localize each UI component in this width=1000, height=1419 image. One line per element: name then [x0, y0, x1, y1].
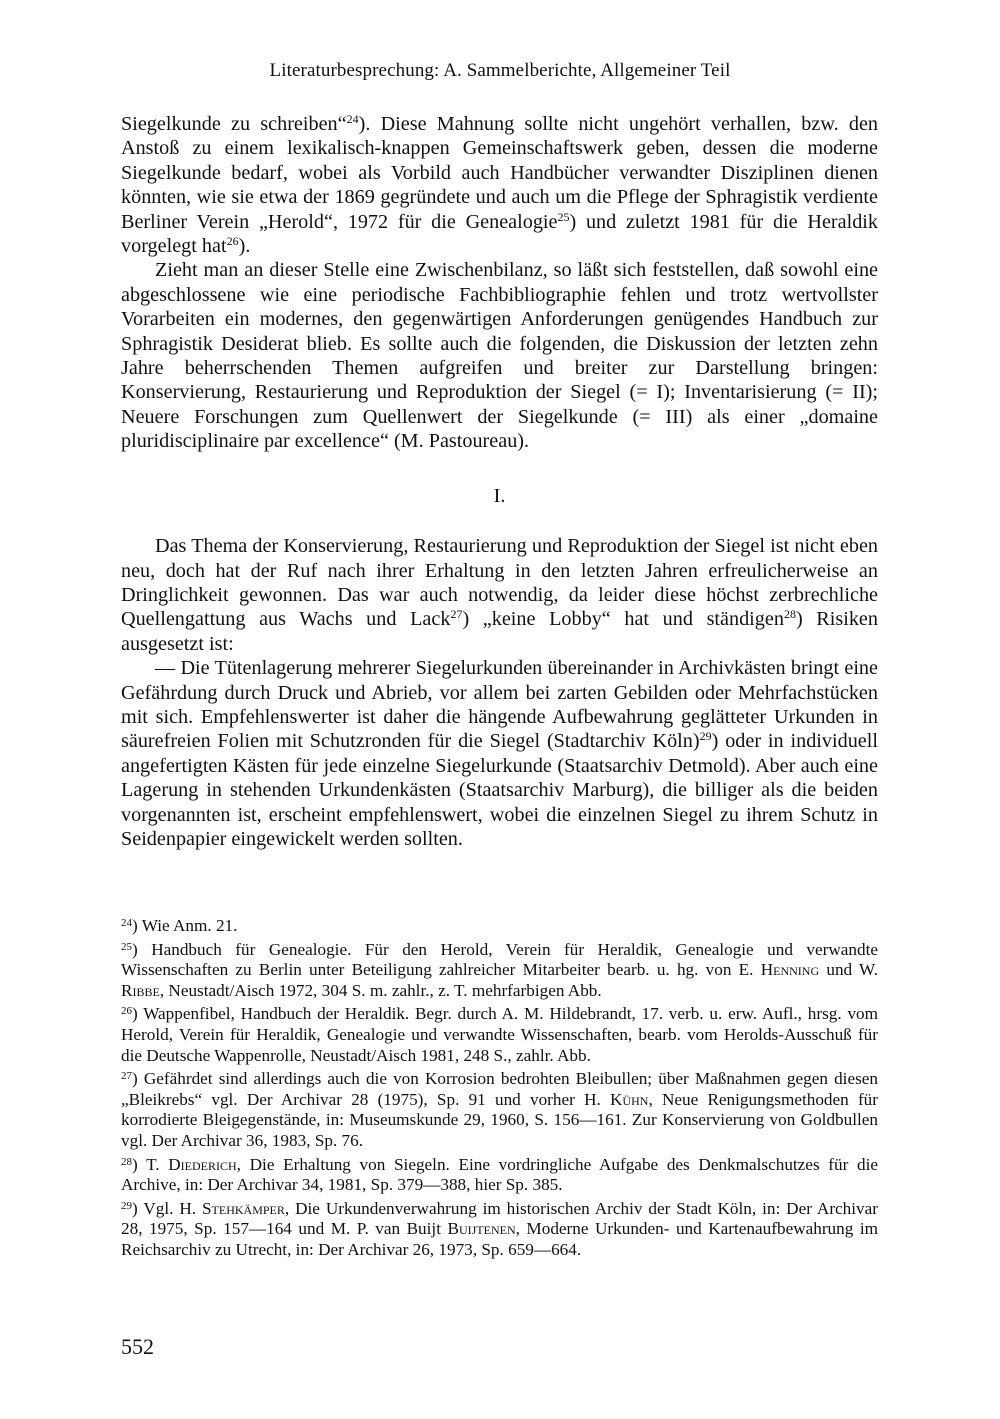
footnote-28 — [121, 1152, 878, 1196]
footnote-number: 28 — [121, 1155, 132, 1168]
footnote-text: ) T. — [132, 1154, 169, 1174]
page-number: 552 — [121, 1334, 154, 1359]
text-run: Das Thema der Konservierung, Restaurierung und Reproduktion der Siegel ist nicht eben neu, doch hat der Ruf nach ihrer Erhaltung in den letzten Jahren erfreulicherweise an Dringlichkeit gewonnen. Das war auch notwendig, da leider diese höchst zerbrechliche Quellengattung aus Wachs und Lack — [121, 535, 878, 631]
footnote-number: 25 — [121, 940, 132, 953]
author-name: Henning — [760, 960, 820, 980]
body-text — [121, 112, 878, 851]
footnote-ref[interactable]: 27 — [450, 607, 463, 622]
footnote-text: ) Wie Anm. 21. — [132, 916, 238, 935]
paragraph-4 — [121, 656, 878, 851]
footnote-text: ) Vgl. H. — [132, 1198, 202, 1218]
footnote-text: und W. — [819, 960, 879, 980]
footnote-text: , Neue Renigungsmethoden für korrodierte Bleigegenstände, in: Museumskunde 29, 1960, S. 156—161. Zur Konservierung von Goldbullen vgl. Der Archivar 36, 1983, Sp. 76. — [121, 1089, 879, 1150]
footnote-24 — [121, 913, 878, 937]
footnote-text: , Die Erhaltung von Siegeln. Eine vordringliche Aufgabe des Denkmalschutzes für die Archive, in: Der Archivar 34, 1981, Sp. 379—388, hier Sp. 385. — [121, 1154, 878, 1195]
footnote-text: ) Gefährdet sind allerdings auch die von Korrosion bedrohten Bleibullen; über Maßnahmen gegen diesen „Bleikrebs“ vgl. Der Archivar 28 (1975), Sp. 91 und vorher H. — [121, 1069, 878, 1109]
paragraph-2: Zieht man an dieser Stelle eine Zwischenbilanz, so läßt sich feststellen, daß sowohl eine abgeschlossene wie eine periodische Fachbibliographie fehlen und trotz wertvollster Vorarbeiten ein modernes, den gegenwärtigen Anforderungen genügendes Handbuch zur Sphragistik Desiderat blieb. Es sollte auch die folgenden, die Diskussion der letzten zehn Jahre beherrschenden Themen aufgreifen und breiter zur Darstellung bringen: Konservierung, Restaurierung und Reproduktion der Siegel (= I); Inventarisierung (= II); Neuere Forschungen zum Quellenwert der Siegelkunde (= III) als einer „domaine pluridisciplinaire par excellence“ (M. Pastoureau). — [121, 259, 878, 453]
author-name: Stehkämper — [201, 1198, 285, 1218]
text-run: ) Risiken ausgesetzt ist: — [121, 608, 878, 655]
author-name: Buijtenen — [447, 1219, 516, 1239]
section-heading: I. — [493, 484, 506, 507]
footnote-number: 26 — [121, 1005, 132, 1018]
text-run: ) und zuletzt 1981 für die Heraldik vorgelegt hat — [121, 210, 878, 258]
footnote-ref[interactable]: 26 — [226, 234, 239, 249]
text-run: ) „keine Lobby“ hat und ständigen — [462, 608, 784, 631]
text-run: — Die Tütenlagerung mehrerer Siegelurkunden übereinander in Archivkästen bringt eine Gefährdung durch Druck und Abrieb, vor allem bei zarten Gebilden oder Mehrfachstücken mit sich. Empfehlenswerter ist daher die hängende Aufbewahrung geglätteter Urkunden in säurefreien Folien mit Schutzronden für die Siegel (Stadtarchiv Köln) — [121, 657, 878, 753]
footnote-27 — [121, 1066, 878, 1151]
footnote-text: , Moderne Urkunden- und Kartenaufbewahrung im Reichsarchiv zu Utrecht, in: Der Archivar 26, 1973, Sp. 659—664. — [121, 1219, 878, 1259]
paragraph-3 — [121, 534, 878, 656]
footnote-29 — [121, 1196, 878, 1261]
footnote-ref[interactable]: 28 — [783, 607, 796, 622]
footnote-ref[interactable]: 29 — [699, 729, 712, 744]
text-run: ). Diese Mahnung sollte nicht ungehört verhallen, bzw. den Anstoß zu einem lexikalisch-knappen Gemeinschaftswerk geben, dessen die moderne Siegelkunde bedarf, wobei als Vorbild auch Handbücher verwandter Disziplinen dienen könnten, wie sie etwa der 1869 gegründete und auch um die Pflege der Sphragistik verdiente Berliner Verein „Herold“, 1972 für die Genealogie — [121, 113, 878, 233]
footnote-ref[interactable]: 24 — [346, 112, 359, 126]
author-name: Diederich — [168, 1154, 237, 1174]
footnote-ref[interactable]: 25 — [557, 209, 570, 224]
footnote-number: 29 — [121, 1199, 132, 1212]
footnote-text: , Neustadt/Aisch 1972, 304 S. m. zahlr., z. T. mehrfarbigen Abb. — [159, 980, 602, 1000]
author-name: Kühn — [610, 1089, 649, 1109]
author-name: Ribbe — [121, 980, 160, 1000]
footnote-text: , Die Urkundenverwahrung im historischen Archiv der Stadt Köln, in: Der Archivar 28, 1975, Sp. 157—164 und M. P. van Buijt — [121, 1198, 878, 1239]
running-head: Literaturbesprechung: A. Sammelberichte, Allgemeiner Teil — [269, 60, 731, 81]
footnote-number: 27 — [121, 1070, 132, 1083]
footnote-25 — [121, 937, 878, 1002]
footnote-26 — [121, 1001, 878, 1066]
footnote-number: 24 — [121, 917, 132, 929]
paragraph-1 — [121, 112, 878, 258]
footnote-text: ) Wappenfibel, Handbuch der Heraldik. Begr. durch A. M. Hildebrandt, 17. verb. u. erw. Aufl., hrsg. vom Herold, Verein für Heraldik, Genealogie und verwandte Wissenschaften, bearb. vom Herolds-Ausschuß für die Deutsche Wappenrolle, Neustadt/Aisch 1981, 248 S., zahlr. Abb. — [121, 1004, 878, 1065]
footnotes — [121, 913, 878, 1261]
footnote-text: ) Handbuch für Genealogie. Für den Herold, Verein für Heraldik, Genealogie und verwandte Wissenschaften zu Berlin unter Beteiligung zahlreicher Mitarbeiter bearb. u. hg. von E. — [121, 939, 878, 980]
text-run: Siegelkunde zu schreiben“ — [121, 113, 347, 135]
text-run: ) oder in individuell angefertigten Kästen für jede einzelne Siegelurkunde (Staatsarchiv Detmold). Aber auch eine Lagerung in stehenden Urkundenkästen (Staatsarchiv Marburg), die billiger als die beiden vorgenannten ist, erscheint empfehlenswert, wobei die einzelnen Siegel zu ihrem Schutz in Seidenpapier eingewickelt werden sollten. — [121, 730, 878, 850]
text-run: ). — [238, 235, 251, 258]
